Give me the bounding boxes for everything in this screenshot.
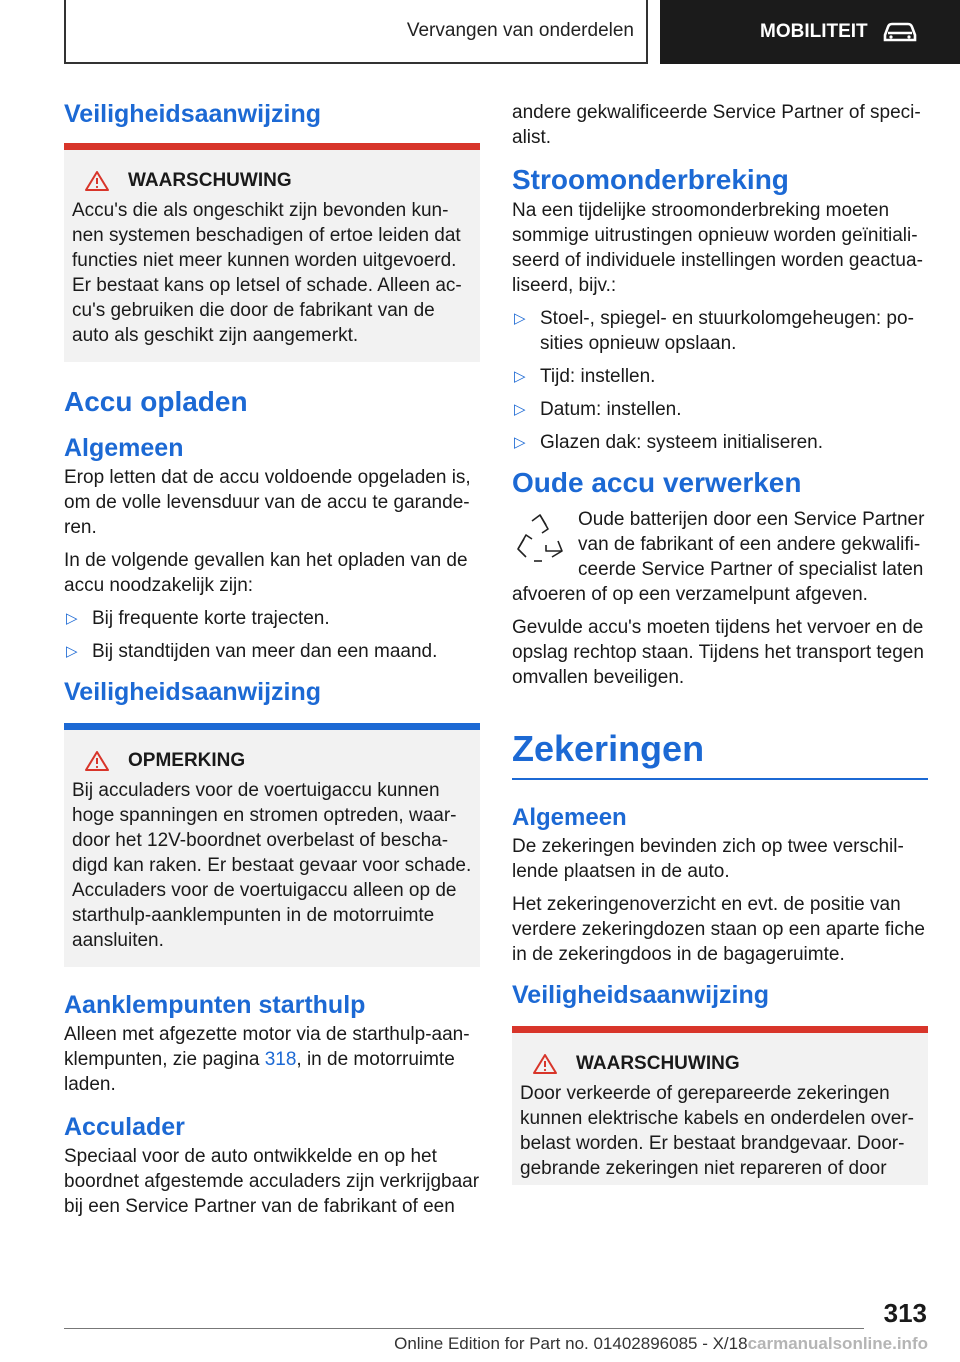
paragraph-charge: Erop letten dat de accu voldoende opgeladen is, om de volle levensduur van de accu te garanderen.: [64, 467, 471, 538]
header-section-title: Vervangen van onderdelen: [406, 20, 634, 41]
paragraph-continued: andere gekwalificeerde Service Partner of specialist.: [512, 102, 921, 148]
heading-oude-accu: Oude accu verwerken: [512, 467, 802, 498]
header-section-tab: [64, 0, 648, 64]
paragraph-gevulde: Gevulde accu's moeten tijdens het vervoer en de opslag rechtop staan. Tijdens het transport tegen omvallen beveiligen.: [512, 617, 924, 688]
warning-triangle-icon: [84, 750, 110, 772]
safety-heading-2: Veiligheidsaanwijzing: [64, 678, 322, 706]
safety-heading-3: Veiligheidsaanwijzing: [512, 981, 770, 1009]
list-item: ▷ Stoel-, spiegel- en stuurkolomgeheugen: posities opnieuw opslaan.: [514, 308, 914, 354]
paragraph-aanklem: Alleen met afgezette motor via de starthulp-aanklempunten, zie pagina 318, in de motorruimte laden.: [64, 1024, 470, 1095]
safety-heading-1: Veiligheidsaanwijzing: [64, 100, 322, 128]
bullet-list-reset: [512, 306, 928, 455]
heading-zekeringen: Zekeringen: [512, 728, 928, 780]
list-item: ▷ Datum: instellen.: [514, 399, 682, 420]
triangle-bullet-icon: ▷: [66, 643, 78, 660]
warning-label: WAARSCHUWING: [128, 170, 292, 191]
bullet-list-cases: [64, 606, 480, 664]
footer-edition: [0, 1334, 928, 1354]
paragraph-stroom: Na een tijdelijke stroomonderbreking moeten sommige uitrustingen opnieuw worden geïnitialiseerd of individuele instellingen worden geactualiseerd, bijv.:: [512, 200, 923, 296]
paragraph-zek2: Het zekeringenoverzicht en evt. de positie van verdere zekeringdozen staan op een aparte fiche in de zekeringdoos in de bagageruimte.: [512, 894, 925, 965]
warning-text: Door verkeerde of gerepareerde zekeringen kunnen elektrische kabels en onderdelen overbelast worden. Er bestaat brandgevaar. Doorgebrande zekeringen niet repareren of door: [520, 1083, 914, 1179]
triangle-bullet-icon: ▷: [514, 434, 526, 451]
warning-title: [520, 1053, 920, 1075]
warning-box-fuses: [512, 1026, 928, 1185]
edition-text: Online Edition for Part no. 01402896085 - X/18: [394, 1334, 748, 1353]
warning-text: Accu's die als ongeschikt zijn bevonden kunnen systemen beschadigen of ertoe leiden dat functies niet meer kunnen worden uitgevoerd. Er bestaat kans op letsel of schade. Alleen accu's gebruiken die door de fabrikant van de auto als geschikt zijn aangemerkt.: [72, 200, 462, 346]
heading-aanklempunten: Aanklempunten starthulp: [64, 991, 366, 1019]
note-text: Bij acculaders voor de voertuigaccu kunnen hoge spanningen en stromen optreden, waardoor het 12V-boordnet overbelast of beschadigd kan raken. Er bestaat gevaar voor schade. Acculaders voor de voertuigaccu alleen op de starthulp-aanklempunten in de motorruimte aansluiten.: [72, 780, 472, 951]
list-item: ▷ Tijd: instellen.: [514, 366, 656, 387]
warning-triangle-icon: [84, 170, 110, 192]
heading-stroomonderbreking: Stroomonderbreking: [512, 164, 789, 195]
list-item: ▷ Glazen dak: systeem initialiseren.: [514, 432, 824, 453]
warning-box-battery: [64, 143, 480, 362]
heading-acculader: Acculader: [64, 1113, 185, 1141]
heading-algemeen-2: Algemeen: [512, 804, 627, 831]
header-chapter-title: MOBILITEIT: [760, 21, 868, 42]
warning-triangle-icon: [532, 1053, 558, 1075]
warning-label: WAARSCHUWING: [576, 1053, 740, 1074]
recycle-icon: [512, 511, 568, 567]
triangle-bullet-icon: ▷: [66, 610, 78, 627]
paragraph-cases: In de volgende gevallen kan het opladen van de accu noodzakelijk zijn:: [64, 550, 468, 596]
triangle-bullet-icon: ▷: [514, 401, 526, 418]
list-item: ▷ Bij frequente korte trajecten.: [66, 608, 330, 629]
page-reference-link[interactable]: 318: [264, 1049, 297, 1070]
left-column: [64, 100, 480, 1227]
paragraph-zek1: De zekeringen bevinden zich op twee verschillende plaatsen in de auto.: [512, 836, 904, 882]
footer-divider: [64, 1328, 864, 1329]
note-title: [72, 750, 472, 772]
warning-title: [72, 170, 472, 192]
triangle-bullet-icon: ▷: [514, 368, 526, 385]
note-label: OPMERKING: [128, 750, 246, 771]
heading-accu-opladen: Accu opladen: [64, 386, 248, 417]
list-item: ▷ Bij standtijden van meer dan een maand.: [66, 641, 438, 662]
paragraph-oude: Oude batterijen door een Service Partner van de fabrikant of een andere gekwalificeerde Service Partner of specialist laten afvoeren of op een verzamelpunt afgeven.: [512, 509, 925, 605]
car-icon: [882, 21, 918, 43]
watermark: carmanualsonline.info: [747, 1334, 928, 1353]
heading-algemeen: Algemeen: [64, 434, 184, 462]
header-chapter-tab: [660, 0, 960, 64]
right-column: [512, 100, 928, 1209]
page-number: 313: [883, 1298, 927, 1328]
paragraph-acculader: Speciaal voor de auto ontwikkelde en op het boordnet afgestemde acculaders zijn verkrijgbaar bij een Service Partner van de fabrikant of een: [64, 1146, 480, 1217]
recycle-paragraph: [512, 507, 928, 615]
note-box-charger: [64, 723, 480, 967]
triangle-bullet-icon: ▷: [514, 310, 526, 327]
